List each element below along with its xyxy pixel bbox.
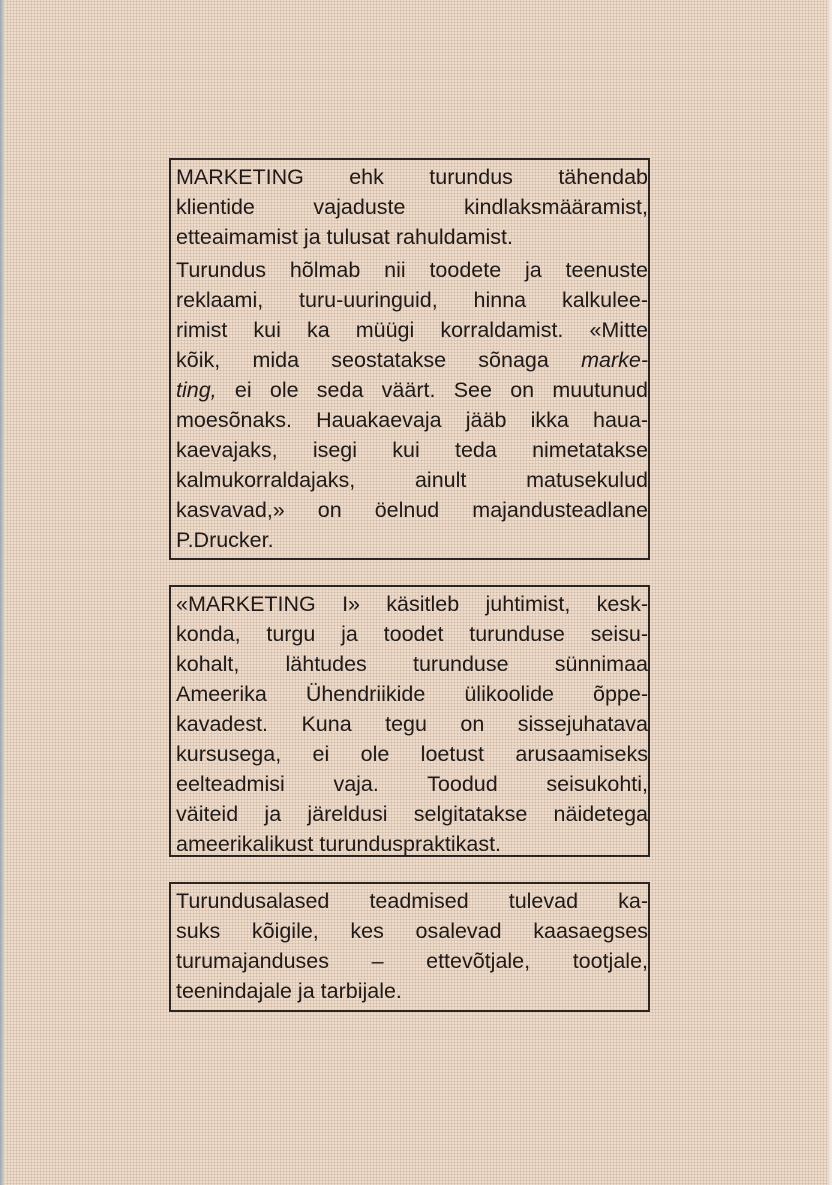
text-line: «MARKETING I» käsitleb juhtimist, kesk- (176, 592, 648, 616)
text-line: rimist kui ka müügi korraldamist. «Mitte (176, 318, 648, 342)
text-line: eelteadmisi vaja. Toodud seisukohti, (176, 772, 648, 796)
text-line: ameerikalikust turunduspraktikast. (176, 832, 502, 856)
text-box-book-description (169, 585, 650, 857)
text-box-marketing-definition (169, 158, 650, 560)
page-edge-right (828, 0, 832, 1185)
text-line: kasvavad,» on öelnud majandusteadlane (176, 498, 648, 522)
italic-word: ting, (176, 378, 217, 402)
text-line: klientide vajaduste kindlaksmääramist, (176, 195, 648, 219)
text-line: Ameerika Ühendriikide ülikoolide õppe- (176, 682, 648, 706)
text-line: kalmukorraldajaks, ainult matusekulud (176, 468, 648, 492)
text-line: konda, turgu ja toodet turunduse seisu- (176, 622, 648, 646)
text-line: P.Drucker. (176, 528, 274, 552)
text-line: Turundusalased teadmised tulevad ka- (176, 889, 648, 913)
text-line: Turundus hõlmab nii toodete ja teenuste (176, 258, 648, 282)
text-fragment: kõik, mida seostatakse sõnaga (176, 348, 549, 372)
text-line: kavadest. Kuna tegu on sissejuhatava (176, 712, 648, 736)
text-line: reklaami, turu-uuringuid, hinna kalkulee- (176, 288, 648, 312)
text-box-audience (169, 882, 650, 1012)
text-fragment: ei ole seda väärt. See on muutunud (234, 378, 648, 402)
text-line: väiteid ja järeldusi selgitatakse näidetega (176, 802, 648, 826)
text-line: etteaimamist ja tulusat rahuldamist. (176, 225, 513, 249)
text-line: kohalt, lähtudes turunduse sünnimaa (176, 652, 648, 676)
text-line-with-italic (176, 375, 648, 405)
text-line: moesõnaks. Hauakaevaja jääb ikka haua- (176, 408, 648, 432)
text-line: turumajanduses – ettevõtjale, tootjale, (176, 949, 648, 973)
text-line: teenindajale ja tarbijale. (176, 979, 402, 1003)
page-edge-left (0, 0, 5, 1185)
text-line: suks kõigile, kes osalevad kaasaegses (176, 919, 648, 943)
italic-word: marke- (581, 348, 649, 372)
text-line: kaevajaks, isegi kui teda nimetatakse (176, 438, 648, 462)
text-line-with-italic (176, 345, 648, 375)
text-line: kursusega, ei ole loetust arusaamiseks (176, 742, 648, 766)
text-line: MARKETING ehk turundus tähendab (176, 165, 648, 189)
